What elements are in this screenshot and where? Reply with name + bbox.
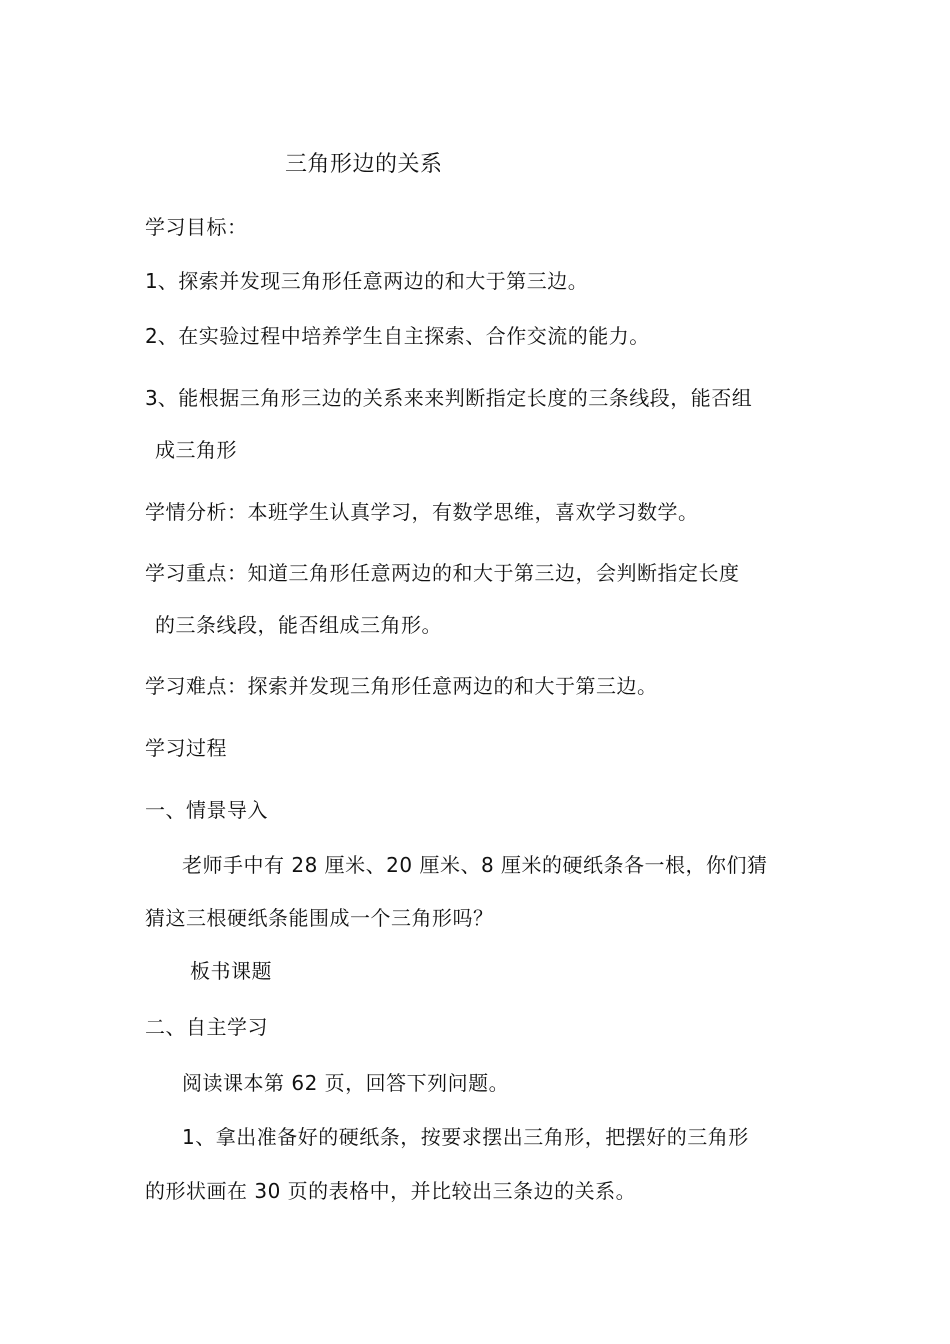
process-heading: 学习过程: [145, 736, 227, 760]
objective-number: 2: [145, 324, 158, 348]
key-point-line-2: 的三条线段，能否组成三角形。: [155, 613, 442, 637]
objective-item-2: [145, 323, 650, 349]
objective-text: 、在实验过程中培养学生自主探索、合作交流的能力。: [157, 324, 650, 348]
section-1-heading: 一、情景导入: [145, 798, 268, 822]
reading-instruction: 阅读课本第 62 页，回答下列问题。: [182, 1071, 510, 1095]
question-1-line-1: 1、拿出准备好的硬纸条，按要求摆出三角形，把摆好的三角形: [182, 1125, 749, 1149]
section-2-heading: 二、自主学习: [145, 1015, 268, 1039]
objective-item-3: [145, 385, 752, 411]
objective-number: 1: [145, 269, 158, 293]
question-1-line-2: 的形状画在 30 页的表格中，并比较出三条边的关系。: [145, 1179, 637, 1203]
board-title: 板书课题: [190, 959, 272, 983]
section-1-paragraph-line-1: 老师手中有 28 厘米、20 厘米、8 厘米的硬纸条各一根，你们猜: [182, 853, 768, 877]
objective-number: 3: [145, 386, 158, 410]
objectives-heading: 学习目标：: [145, 215, 248, 239]
document-title: 三角形边的关系: [285, 152, 443, 177]
difficulty: 学习难点：探索并发现三角形任意两边的和大于第三边。: [145, 674, 658, 698]
objective-text: 、探索并发现三角形任意两边的和大于第三边。: [157, 269, 589, 293]
section-1-paragraph-line-2: 猜这三根硬纸条能围成一个三角形吗？: [145, 906, 494, 930]
objective-item-3-continued: 成三角形: [155, 438, 237, 462]
objective-text: 、能根据三角形三边的关系来来判断指定长度的三条线段，能否组: [157, 386, 753, 410]
key-point-line-1: 学习重点：知道三角形任意两边的和大于第三边，会判断指定长度: [145, 561, 740, 585]
learning-analysis: 学情分析：本班学生认真学习，有数学思维，喜欢学习数学。: [145, 500, 699, 524]
objective-item-1: [145, 268, 588, 294]
